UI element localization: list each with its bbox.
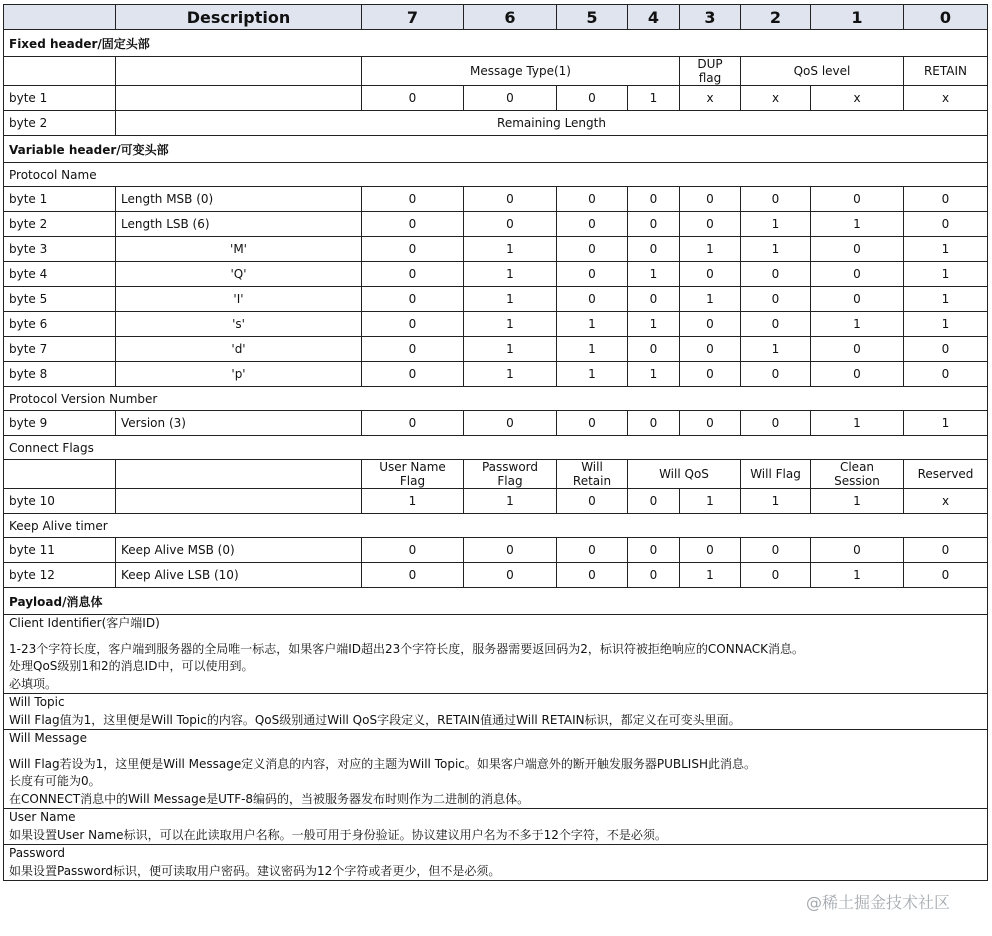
bit-cell: 0 [464, 563, 557, 588]
bit-cell: 0 [628, 212, 680, 237]
subsection-title: Connect Flags [4, 436, 988, 460]
subsection-connect-flags [4, 436, 988, 460]
bit-cell: 0 [557, 187, 628, 212]
byte-desc: 'd' [116, 337, 362, 362]
spacer [9, 633, 982, 641]
bit-cell: 0 [680, 411, 741, 436]
bit-cell: 1 [628, 312, 680, 337]
bit-cell: 1 [741, 237, 811, 262]
bit-cell: 0 [741, 287, 811, 312]
will-flag-label: Will Flag [741, 460, 811, 489]
bit-cell: 0 [811, 337, 904, 362]
bit-cell: 0 [628, 337, 680, 362]
byte-label: byte 12 [4, 563, 116, 588]
bit-cell: 0 [811, 287, 904, 312]
bit-cell: x [904, 86, 988, 111]
dup-flag-label: DUP flag [680, 57, 741, 86]
section-variable-header [4, 136, 988, 163]
qos-level-label: QoS level [741, 57, 904, 86]
bit-cell: 1 [464, 337, 557, 362]
bit-cell: x [904, 489, 988, 514]
bit-cell: 0 [680, 187, 741, 212]
byte-label: byte 11 [4, 538, 116, 563]
payload-field-title: Will Topic [9, 695, 65, 709]
bit-cell: 0 [628, 563, 680, 588]
bit-cell: 1 [904, 411, 988, 436]
bit-cell: 1 [557, 362, 628, 387]
byte-desc: Version (3) [116, 411, 362, 436]
header-description: Description [116, 5, 362, 30]
bit-cell: 1 [904, 237, 988, 262]
byte-label: byte 5 [4, 287, 116, 312]
header-blank-cell [4, 5, 116, 30]
spacer [9, 748, 982, 756]
payload-password [4, 845, 988, 881]
bit-cell: 0 [741, 563, 811, 588]
header-row [4, 5, 988, 30]
bit-cell: x [680, 86, 741, 111]
bit-cell: 1 [680, 563, 741, 588]
bit-cell: 1 [811, 212, 904, 237]
table-row [4, 111, 988, 136]
bit-cell: 0 [362, 312, 464, 337]
byte-label: byte 4 [4, 262, 116, 287]
bit-cell: 1 [557, 312, 628, 337]
payload-cell [4, 730, 988, 809]
byte-desc: 'I' [116, 287, 362, 312]
bit-cell: 1 [464, 489, 557, 514]
table-row [4, 362, 988, 387]
table-row [4, 538, 988, 563]
bit-cell: 0 [904, 212, 988, 237]
payload-cell [4, 809, 988, 845]
subsection-title: Protocol Name [4, 163, 988, 187]
bit-cell: 0 [741, 538, 811, 563]
bit-cell: 1 [680, 287, 741, 312]
bit-cell: 0 [680, 337, 741, 362]
payload-will-message [4, 730, 988, 809]
bit-cell: 0 [741, 262, 811, 287]
bit-cell: 1 [628, 86, 680, 111]
byte-label: byte 1 [4, 86, 116, 111]
clean-session-label: Clean Session [811, 460, 904, 489]
bit-cell: 0 [362, 86, 464, 111]
bit-cell: 0 [628, 237, 680, 262]
table-row [4, 337, 988, 362]
will-qos-label: Will QoS [628, 460, 741, 489]
byte-label: byte 8 [4, 362, 116, 387]
bit-cell: 0 [362, 262, 464, 287]
payload-field-title: Will Message [9, 731, 88, 745]
bit-cell: 1 [741, 337, 811, 362]
header-bit-0: 0 [904, 5, 988, 30]
bit-cell: 0 [811, 538, 904, 563]
subsection-title: Keep Alive timer [4, 514, 988, 538]
bit-cell: 0 [557, 237, 628, 262]
byte-desc: 'Q' [116, 262, 362, 287]
bit-cell: 0 [680, 312, 741, 337]
bit-cell: x [741, 86, 811, 111]
header-bit-5: 5 [557, 5, 628, 30]
bit-cell: 1 [464, 362, 557, 387]
header-bit-3: 3 [680, 5, 741, 30]
table-row [4, 489, 988, 514]
byte-label: byte 3 [4, 237, 116, 262]
byte-label: byte 2 [4, 111, 116, 136]
bit-cell: 0 [628, 411, 680, 436]
bit-cell: 0 [464, 212, 557, 237]
bit-cell: 0 [362, 212, 464, 237]
subsection-protocol-name [4, 163, 988, 187]
byte-desc: Length LSB (6) [116, 212, 362, 237]
bit-cell: 0 [741, 362, 811, 387]
bit-cell: 0 [464, 411, 557, 436]
table-row [4, 86, 988, 111]
byte-label: byte 2 [4, 212, 116, 237]
bit-cell: 0 [557, 538, 628, 563]
bit-cell: 0 [628, 287, 680, 312]
bit-cell: 1 [904, 262, 988, 287]
bit-cell: 0 [464, 187, 557, 212]
byte-desc: Keep Alive LSB (10) [116, 563, 362, 588]
bit-cell: 1 [464, 262, 557, 287]
table-row [4, 287, 988, 312]
subsection-protocol-version [4, 387, 988, 411]
bit-cell: 1 [811, 312, 904, 337]
blank-cell [116, 57, 362, 86]
bit-cell: 0 [741, 411, 811, 436]
table-row [4, 563, 988, 588]
payload-cell [4, 694, 988, 730]
fixed-header-label-row [4, 57, 988, 86]
bit-cell: 1 [741, 489, 811, 514]
blank-cell [4, 460, 116, 489]
bit-cell: 0 [557, 287, 628, 312]
table-row [4, 312, 988, 337]
section-title: Fixed header/固定头部 [4, 30, 988, 57]
bit-cell: 0 [557, 262, 628, 287]
reserved-label: Reserved [904, 460, 988, 489]
section-payload [4, 588, 988, 615]
header-bit-2: 2 [741, 5, 811, 30]
byte-label: byte 7 [4, 337, 116, 362]
payload-field-body: Will Flag值为1，这里便是Will Topic的内容。QoS级别通过Will QoS字段定义，RETAIN值通过Will RETAIN标识，都定义在可变头里面。 [9, 712, 741, 727]
bit-cell: 0 [904, 362, 988, 387]
header-bit-6: 6 [464, 5, 557, 30]
message-type-label: Message Type(1) [362, 57, 680, 86]
bit-cell: 0 [464, 86, 557, 111]
byte-label: byte 9 [4, 411, 116, 436]
table-row [4, 187, 988, 212]
table-row [4, 411, 988, 436]
bit-cell: 0 [680, 538, 741, 563]
bit-cell: 0 [464, 538, 557, 563]
watermark: @稀土掘金技术社区 [806, 893, 951, 912]
subsection-keep-alive [4, 514, 988, 538]
bit-cell: 0 [811, 237, 904, 262]
payload-field-body: Will Flag若设为1，这里便是Will Message定义消息的内容，对应的主题为Will Topic。如果客户端意外的断开触发服务器PUBLISH此消息。 长度有可能为0。 在CONNECT消息中的Will Message是UTF-8编码的，当被服务器发布时则作为二进制的消息体。 [9, 756, 756, 806]
blank-cell [4, 57, 116, 86]
byte-desc: 'p' [116, 362, 362, 387]
payload-field-title: Password [9, 846, 66, 860]
user-name-flag-label: User Name Flag [362, 460, 464, 489]
blank-cell [116, 460, 362, 489]
byte-label: byte 10 [4, 489, 116, 514]
bit-cell: 0 [362, 237, 464, 262]
bit-cell: 1 [811, 489, 904, 514]
bit-cell: 1 [464, 237, 557, 262]
table-row [4, 237, 988, 262]
bit-cell: 0 [362, 362, 464, 387]
bit-cell: 1 [628, 262, 680, 287]
bit-cell: 1 [362, 489, 464, 514]
payload-field-title: User Name [9, 810, 76, 824]
bit-cell: 0 [904, 538, 988, 563]
section-title: Payload/消息体 [4, 588, 988, 615]
bit-cell: 1 [741, 212, 811, 237]
mqtt-connect-table [3, 4, 988, 881]
bit-cell: 0 [628, 489, 680, 514]
bit-cell: 0 [741, 312, 811, 337]
bit-cell: 1 [464, 312, 557, 337]
payload-field-body: 如果设置User Name标识，可以在此读取用户名称。一般可用于身份验证。协议建议用户名为不多于12个字符，不是必须。 [9, 827, 667, 842]
bit-cell: 0 [557, 489, 628, 514]
bit-cell: 0 [904, 563, 988, 588]
byte-desc: Keep Alive MSB (0) [116, 538, 362, 563]
bit-cell: 0 [557, 86, 628, 111]
payload-user-name [4, 809, 988, 845]
payload-field-body: 1-23个字符长度，客户端到服务器的全局唯一标志，如果客户端ID超出23个字符长度，服务器需要返回码为2，标识符被拒绝响应的CONNACK消息。 处理QoS级别1和2的消息ID中，可以使用到。 必填项。 [9, 641, 804, 691]
bit-cell: 0 [680, 212, 741, 237]
payload-will-topic [4, 694, 988, 730]
remaining-length: Remaining Length [116, 111, 988, 136]
bit-cell: x [811, 86, 904, 111]
payload-cell [4, 615, 988, 694]
bit-cell: 0 [362, 287, 464, 312]
byte-desc [116, 489, 362, 514]
payload-cell [4, 845, 988, 881]
bit-cell: 0 [811, 362, 904, 387]
bit-cell: 1 [904, 312, 988, 337]
will-retain-label: Will Retain [557, 460, 628, 489]
table-row [4, 212, 988, 237]
password-flag-label: Password Flag [464, 460, 557, 489]
bit-cell: 0 [628, 538, 680, 563]
bit-cell: 0 [362, 337, 464, 362]
bit-cell: 0 [557, 212, 628, 237]
bit-cell: 1 [680, 489, 741, 514]
header-bit-1: 1 [811, 5, 904, 30]
table-row [4, 262, 988, 287]
bit-cell: 0 [362, 411, 464, 436]
bit-cell: 0 [680, 362, 741, 387]
bit-cell: 0 [557, 563, 628, 588]
header-bit-4: 4 [628, 5, 680, 30]
byte-desc: Length MSB (0) [116, 187, 362, 212]
bit-cell: 0 [362, 187, 464, 212]
connect-flags-label-row [4, 460, 988, 489]
bit-cell: 1 [680, 237, 741, 262]
header-bit-7: 7 [362, 5, 464, 30]
bit-cell: 1 [628, 362, 680, 387]
byte-desc: 's' [116, 312, 362, 337]
bit-cell: 0 [904, 337, 988, 362]
section-title: Variable header/可变头部 [4, 136, 988, 163]
bit-cell: 1 [904, 287, 988, 312]
byte-desc [116, 86, 362, 111]
bit-cell: 0 [741, 187, 811, 212]
payload-client-identifier [4, 615, 988, 694]
subsection-title: Protocol Version Number [4, 387, 988, 411]
byte-label: byte 6 [4, 312, 116, 337]
bit-cell: 0 [628, 187, 680, 212]
payload-field-body: 如果设置Password标识，便可读取用户密码。建议密码为12个字符或者更少，但不是必须。 [9, 863, 501, 878]
byte-desc: 'M' [116, 237, 362, 262]
bit-cell: 0 [811, 262, 904, 287]
bit-cell: 0 [362, 563, 464, 588]
retain-label: RETAIN [904, 57, 988, 86]
bit-cell: 1 [464, 287, 557, 312]
bit-cell: 0 [680, 262, 741, 287]
bit-cell: 0 [811, 187, 904, 212]
byte-label: byte 1 [4, 187, 116, 212]
bit-cell: 1 [811, 411, 904, 436]
bit-cell: 0 [362, 538, 464, 563]
bit-cell: 0 [904, 187, 988, 212]
section-fixed-header [4, 30, 988, 57]
bit-cell: 1 [811, 563, 904, 588]
bit-cell: 1 [557, 337, 628, 362]
payload-field-title: Client Identifier(客户端ID) [9, 616, 160, 630]
bit-cell: 0 [557, 411, 628, 436]
